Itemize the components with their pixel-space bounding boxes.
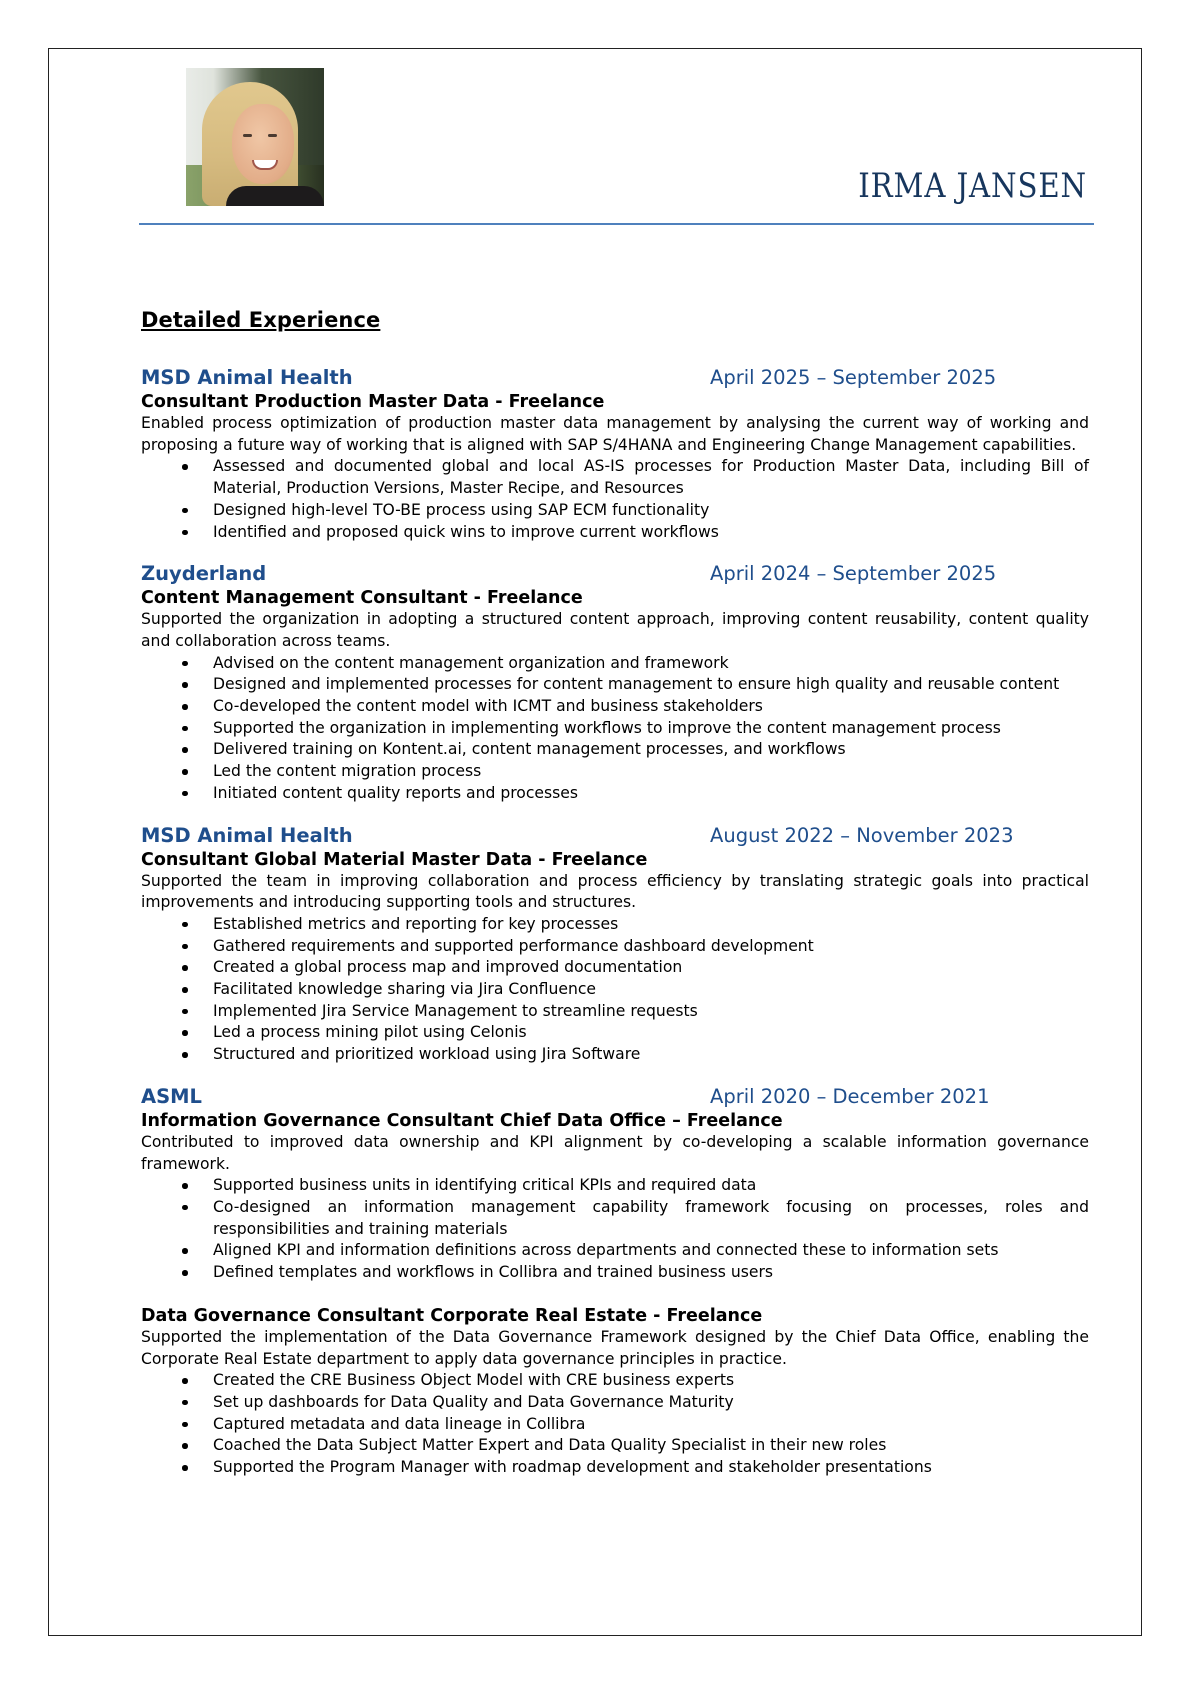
list-item: Gathered requirements and supported performance dashboard development — [141, 936, 1089, 958]
profile-photo — [186, 68, 324, 206]
candidate-name: IRMA JANSEN — [858, 166, 1087, 206]
list-item: Designed high-level TO-BE process using SAP ECM functionality — [141, 500, 1089, 522]
list-item: Led the content migration process — [141, 761, 1089, 783]
bullet-icon — [182, 1205, 188, 1211]
list-item: Aligned KPI and information definitions across departments and connected these to information sets — [141, 1240, 1089, 1262]
bullet-icon — [182, 464, 188, 470]
bullet-icon — [182, 661, 188, 667]
list-item: Designed and implemented processes for content management to ensure high quality and reusable content — [141, 674, 1089, 696]
list-item: Created the CRE Business Object Model with CRE business experts — [141, 1370, 1089, 1392]
bullet-icon — [182, 791, 188, 797]
bullet-icon — [182, 987, 188, 993]
company-name: MSD Animal Health — [141, 823, 353, 847]
section-title: Detailed Experience — [141, 308, 381, 332]
list-item: Structured and prioritized workload using Jira Software — [141, 1044, 1089, 1066]
job-dates: April 2020 – December 2021 — [710, 1084, 990, 1108]
company-name: ASML — [141, 1084, 202, 1108]
job-entry — [141, 1085, 1089, 1479]
job-dates: April 2024 – September 2025 — [710, 562, 997, 586]
bullet-icon — [182, 1183, 188, 1189]
list-item: Created a global process map and improved documentation — [141, 957, 1089, 979]
bullet-icon — [182, 1009, 188, 1015]
bullet-icon — [182, 944, 188, 950]
list-item: Established metrics and reporting for key processes — [141, 914, 1089, 936]
bullet-icon — [182, 1030, 188, 1036]
bullet-icon — [182, 922, 188, 928]
job-description: Supported the implementation of the Data Governance Framework designed by the Chief Data Office, enabling the Corporate Real Estate department to apply data governance principles in practice. — [141, 1327, 1089, 1368]
list-item: Captured metadata and data lineage in Collibra — [141, 1414, 1089, 1436]
list-item: Supported the organization in implementing workflows to improve the content management process — [141, 718, 1089, 740]
list-item: Supported the Program Manager with roadmap development and stakeholder presentations — [141, 1457, 1089, 1479]
list-item: Defined templates and workflows in Collibra and trained business users — [141, 1262, 1089, 1284]
list-item: Identified and proposed quick wins to improve current workflows — [141, 522, 1089, 544]
job-entry — [141, 824, 1089, 1066]
list-item: Co-developed the content model with ICMT and business stakeholders — [141, 696, 1089, 718]
bullet-icon — [182, 1378, 188, 1384]
job-description: Supported the team in improving collaboration and process efficiency by translating strategic goals into practical improvements and introducing supporting tools and structures. — [141, 871, 1089, 912]
bullet-icon — [182, 1465, 188, 1471]
job-entry — [141, 366, 1089, 543]
list-item: Supported business units in identifying critical KPIs and required data — [141, 1175, 1089, 1197]
experience-section — [141, 308, 1089, 1498]
job-role: Data Governance Consultant Corporate Real Estate - Freelance — [141, 1305, 763, 1326]
job-description: Supported the organization in adopting a structured content approach, improving content reusability, content quality and collaboration across teams. — [141, 610, 1089, 650]
bullet-icon — [182, 530, 188, 536]
job-bullets — [141, 653, 1089, 805]
bullet-icon — [182, 747, 188, 753]
bullet-icon — [182, 1400, 188, 1406]
list-item: Led a process mining pilot using Celonis — [141, 1022, 1089, 1044]
job-role: Consultant Production Master Data - Freelance — [141, 392, 605, 412]
list-item: Coached the Data Subject Matter Expert and Data Quality Specialist in their new roles — [141, 1435, 1089, 1457]
list-item: Delivered training on Kontent.ai, content management processes, and workflows — [141, 739, 1089, 761]
bullet-icon — [182, 1422, 188, 1428]
header-divider — [139, 223, 1094, 225]
job-bullets — [141, 456, 1089, 543]
job-bullets — [141, 1175, 1089, 1284]
job-bullets — [141, 1370, 1089, 1479]
list-item: Advised on the content management organization and framework — [141, 653, 1089, 675]
bullet-icon — [182, 508, 188, 514]
list-item: Facilitated knowledge sharing via Jira Confluence — [141, 979, 1089, 1001]
job-description: Enabled process optimization of production master data management by analysing the current way of working and proposing a future way of working that is aligned with SAP S/4HANA and Engineering Change Management capabilities. — [141, 414, 1089, 454]
list-item: Set up dashboards for Data Quality and Data Governance Maturity — [141, 1392, 1089, 1414]
bullet-icon — [182, 704, 188, 710]
job-description: Contributed to improved data ownership and KPI alignment by co-developing a scalable information governance framework. — [141, 1132, 1089, 1173]
job-dates: April 2025 – September 2025 — [710, 366, 997, 389]
bullet-icon — [182, 726, 188, 732]
list-item: Co-designed an information management capability framework focusing on processes, roles and responsibilities and training materials — [141, 1197, 1089, 1240]
company-name: MSD Animal Health — [141, 366, 353, 389]
job-dates: August 2022 – November 2023 — [710, 823, 1014, 847]
bullet-icon — [182, 1052, 188, 1058]
bullet-icon — [182, 769, 188, 775]
company-name: Zuyderland — [141, 562, 267, 586]
list-item: Initiated content quality reports and processes — [141, 783, 1089, 805]
job-bullets — [141, 914, 1089, 1066]
job-role: Content Management Consultant - Freelance — [141, 588, 583, 609]
bullet-icon — [182, 965, 188, 971]
bullet-icon — [182, 682, 188, 688]
sub-role-entry — [141, 1305, 1089, 1479]
job-entry — [141, 562, 1089, 804]
bullet-icon — [182, 1248, 188, 1254]
list-item: Implemented Jira Service Management to streamline requests — [141, 1001, 1089, 1023]
job-role: Information Governance Consultant Chief Data Office – Freelance — [141, 1110, 783, 1131]
bullet-icon — [182, 1270, 188, 1276]
bullet-icon — [182, 1443, 188, 1449]
list-item: Assessed and documented global and local AS-IS processes for Production Master Data, including Bill of Material, Production Versions, Master Recipe, and Resources — [141, 456, 1089, 499]
job-role: Consultant Global Material Master Data - Freelance — [141, 849, 648, 870]
